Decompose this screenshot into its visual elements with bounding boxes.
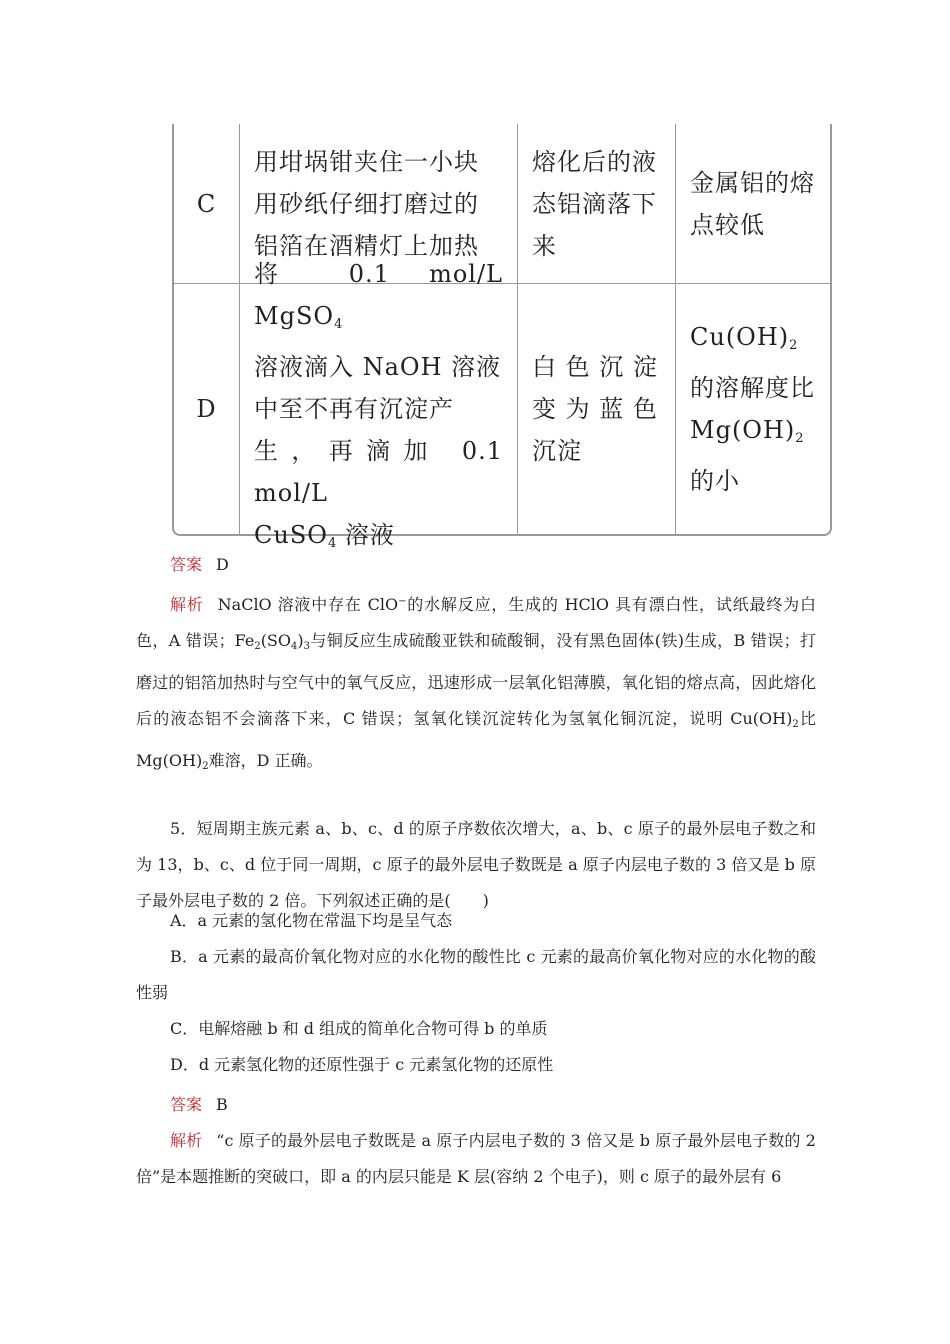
phenomenon-line: 来 bbox=[532, 231, 557, 260]
conclusion-cell bbox=[676, 124, 830, 283]
phenomenon-line: 沉淀 bbox=[532, 437, 582, 465]
phenomenon-cell bbox=[518, 124, 676, 283]
conclusion-line: 的小 bbox=[690, 467, 740, 495]
operation-line: 将 0.1 mol/L MgSO$_4$ bbox=[254, 260, 503, 332]
question-stem: 5．短周期主族元素 a、b、c、d 的原子序数依次增大，a、b、c 原子的最外层电子数之和为 13，b、c、d 位于同一周期，c 原子的最外层电子数既是 a 原子内层电子数的 3 倍又是 b 原子最外层电子数的 2 倍。下列叙述正确的是( ) bbox=[136, 819, 816, 910]
conclusion-cell bbox=[676, 284, 830, 534]
analysis-label: 解析 bbox=[170, 1131, 203, 1150]
option-cell: D bbox=[174, 284, 240, 534]
answer-line bbox=[136, 547, 816, 583]
operation-line: CuSO$_4$ 溶液 bbox=[254, 521, 395, 551]
operation-line: 中至不再有沉淀产 bbox=[254, 395, 454, 423]
answer-value: D bbox=[216, 555, 229, 574]
option-b: B．a 元素的最高价氧化物对应的水化物的酸性比 c 元素的最高价氧化物对应的水化物的酸性弱 bbox=[136, 947, 816, 1002]
answer-line bbox=[136, 1087, 816, 1123]
phenomenon-line: 变 为 蓝 色 bbox=[532, 395, 658, 423]
operation-line: 用砂纸仔细打磨过的 bbox=[254, 189, 479, 218]
option-cell: C bbox=[174, 124, 240, 283]
operation-line: 溶液滴入 NaOH 溶液 bbox=[254, 353, 502, 381]
conclusion-line: 点较低 bbox=[690, 210, 765, 239]
analysis-label: 解析 bbox=[170, 595, 204, 614]
phenomenon-cell bbox=[518, 284, 676, 534]
operation-cell bbox=[240, 260, 518, 551]
conclusion-line: 的溶解度比 bbox=[690, 374, 815, 402]
answer-label: 答案 bbox=[170, 555, 203, 574]
analysis-paragraph: 解析 “c 原子的最外层电子数既是 a 原子内层电子数的 3 倍又是 b 原子最外层电子数的 2 倍”是本题推断的突破口，即 a 的内层只能是 K 层(容纳 2 个电子)，则 c 原子的最外层有 6 bbox=[136, 1131, 816, 1186]
option-a: A．a 元素的氢化物在常温下均是呈气态 bbox=[170, 911, 453, 930]
conclusion-line: $Mg(OH)_2$ bbox=[690, 416, 804, 446]
operation-line: 用坩埚钳夹住一小块 bbox=[254, 147, 479, 176]
answer-value: B bbox=[216, 1095, 228, 1114]
conclusion-line: 金属铝的熔 bbox=[690, 168, 815, 197]
phenomenon-line: 白 色 沉 淀 bbox=[532, 353, 658, 381]
operation-line: 生，再滴加 0.1 mol/L bbox=[254, 437, 503, 507]
experiment-table bbox=[172, 124, 832, 551]
table-row bbox=[174, 260, 830, 551]
answer-label: 答案 bbox=[170, 1095, 203, 1114]
option-c: C．电解熔融 b 和 d 组成的简单化合物可得 b 的单质 bbox=[170, 1019, 548, 1038]
phenomenon-line: 熔化后的液 bbox=[532, 147, 657, 176]
conclusion-line: $Cu(OH)_2$ bbox=[690, 323, 798, 353]
analysis-paragraph: 解析 NaClO 溶液中存在 ClO−的水解反应，生成的 HClO 具有漂白性，试纸最终为白色，A 错误；Fe2(SO4)3与铜反应生成硫酸亚铁和硫酸铜，没有黑色固体(铁)生成，B 错误；打磨过的铝箔加热时与空气中的氧气反应，迅速形成一层氧化铝薄膜，氧化铝的熔点高，因此熔化后的液态铝不会滴落下来，C 错误；氢氧化镁沉淀转化为氢氧化铜沉淀，说明 Cu(OH)2比 Mg(OH)2难溶，D 正确。 bbox=[136, 595, 816, 772]
option-d: D．d 元素氢化物的还原性强于 c 元素氢化物的还原性 bbox=[170, 1055, 554, 1074]
question-options bbox=[136, 903, 816, 1083]
operation-line: 铝箔在酒精灯上加热 bbox=[254, 231, 479, 260]
phenomenon-line: 态铝滴落下 bbox=[532, 189, 657, 218]
